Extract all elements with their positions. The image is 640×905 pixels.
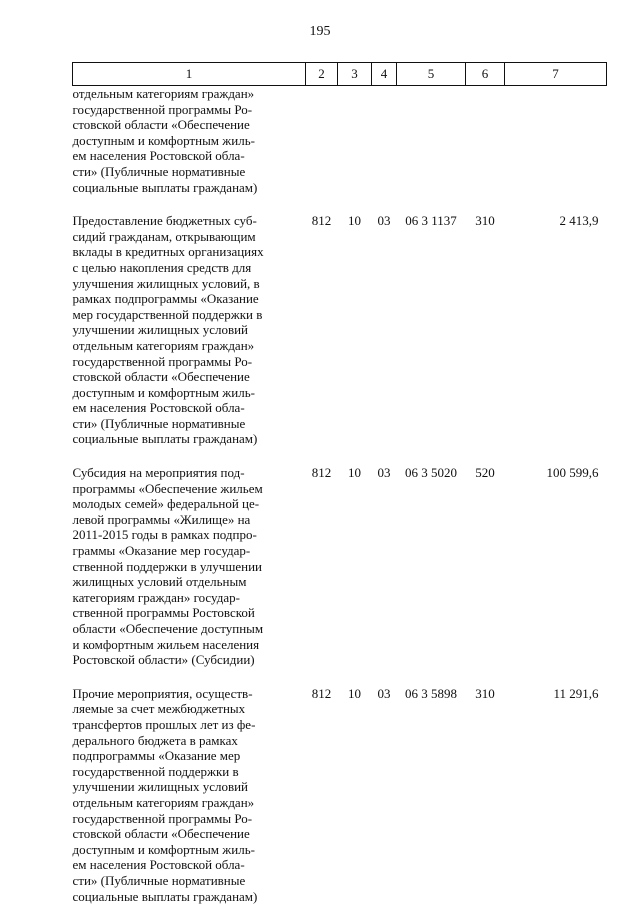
- column-header-7: 7: [505, 63, 607, 86]
- column-header-4: 4: [372, 63, 397, 86]
- description-line: левой программы «Жилище» на: [72, 511, 251, 527]
- description-line: доступным и комфортным жиль-: [72, 841, 255, 857]
- section-code: 10: [348, 213, 361, 229]
- description-line: ственной программы Ростовской: [72, 605, 255, 621]
- description-line: государственной программы Ро-: [72, 810, 253, 826]
- description-line: Прочие мероприятия, осуществ-: [72, 685, 253, 701]
- description-line: рамках подпрограммы «Оказание: [72, 291, 259, 307]
- amount: 100 599,6: [546, 465, 599, 481]
- description-line: доступным и комфортным жиль-: [72, 384, 255, 400]
- target-article-code: 06 3 5898: [405, 685, 457, 701]
- description-line: стовской области «Обеспечение: [72, 117, 250, 133]
- amount: [505, 86, 607, 196]
- admin-code: 812: [311, 685, 332, 701]
- description-line: Ростовской области» (Субсидии): [72, 652, 255, 668]
- expense-type-code: 310: [475, 685, 495, 701]
- description-line: Субсидия на мероприятия под-: [72, 465, 245, 481]
- subsection-code: 03: [377, 685, 391, 701]
- description-line: сти» (Публичные нормативные: [72, 163, 246, 179]
- description-line: и комфортным жильем населения: [72, 636, 260, 652]
- description-line: государственной поддержки в: [72, 763, 239, 779]
- description-line: ем населения Ростовской обла-: [72, 148, 245, 164]
- page-number: 195: [309, 24, 331, 39]
- description-line: отдельным категориям граждан»: [72, 86, 255, 101]
- description-line: дерального бюджета в рамках: [72, 732, 238, 748]
- description-line: отдельным категориям граждан»: [72, 794, 255, 810]
- description-line: ем населения Ростовской обла-: [72, 400, 245, 416]
- row-description: [73, 686, 306, 904]
- table-row: [73, 86, 607, 196]
- description-line: социальные выплаты гражданам): [72, 888, 258, 904]
- description-line: Предоставление бюджетных суб-: [72, 213, 257, 229]
- description-line: улучшения жилищных условий, в: [72, 275, 260, 291]
- section-code: 10: [348, 465, 361, 481]
- column-header-2: 2: [306, 63, 338, 86]
- admin-code: [306, 86, 338, 196]
- description-line: отдельным категориям граждан»: [72, 337, 255, 353]
- amount: 11 291,6: [553, 685, 599, 701]
- description-line: подпрограммы «Оказание мер: [72, 748, 241, 764]
- subsection-code: 03: [377, 465, 391, 481]
- row-description: [73, 465, 306, 668]
- target-article-code: [397, 86, 466, 196]
- description-line: категориям граждан» государ-: [72, 589, 240, 605]
- column-header-1: 1: [73, 63, 306, 86]
- description-line: государственной программы Ро-: [72, 101, 253, 117]
- description-line: ственной поддержки в улучшении: [72, 558, 262, 574]
- description-line: доступным и комфортным жиль-: [72, 132, 255, 148]
- description-line: граммы «Оказание мер государ-: [72, 543, 251, 559]
- description-line: молодых семей» федеральной це-: [72, 496, 260, 512]
- description-line: 2011-2015 годы в рамках подпро-: [72, 527, 257, 543]
- description-line: улучшении жилищных условий: [72, 779, 248, 795]
- section-code: [338, 86, 372, 196]
- expense-type-code: [466, 86, 505, 196]
- description-line: ем населения Ростовской обла-: [72, 857, 245, 873]
- description-line: с целью накопления средств для: [72, 259, 252, 275]
- table-row: [73, 213, 607, 447]
- description-line: сти» (Публичные нормативные: [72, 415, 246, 431]
- description-line: улучшении жилищных условий: [72, 322, 248, 338]
- description-line: социальные выплаты гражданам): [72, 179, 258, 195]
- target-article-code: 06 3 5020: [405, 465, 457, 481]
- subsection-code: 03: [377, 213, 391, 229]
- description-line: жилищных условий отдельным: [72, 574, 247, 590]
- column-header-6: 6: [466, 63, 505, 86]
- description-line: мер государственной поддержки в: [72, 306, 263, 322]
- description-line: области «Обеспечение доступным: [72, 621, 264, 636]
- description-line: стовской области «Обеспечение: [72, 826, 250, 842]
- description-line: социальные выплаты гражданам): [72, 431, 258, 447]
- amount: 2 413,9: [559, 213, 599, 229]
- subsection-code: [372, 86, 397, 196]
- column-header-3: 3: [338, 63, 372, 86]
- description-line: стовской области «Обеспечение: [72, 369, 250, 385]
- target-article-code: 06 3 1137: [405, 213, 457, 229]
- column-header-5: 5: [397, 63, 466, 86]
- row-description: [73, 86, 306, 196]
- description-line: сти» (Публичные нормативные: [72, 872, 246, 888]
- table-row: [73, 465, 607, 668]
- description-line: ляемые за счет межбюджетных: [72, 701, 246, 717]
- row-description: [73, 213, 306, 447]
- expense-type-code: 310: [475, 213, 495, 229]
- table-header-row: [73, 63, 607, 86]
- description-line: программы «Обеспечение жильем: [72, 480, 263, 496]
- admin-code: 812: [311, 213, 332, 229]
- expense-type-code: 520: [475, 465, 495, 481]
- description-line: вклады в кредитных организациях: [72, 244, 264, 260]
- description-line: государственной программы Ро-: [72, 353, 253, 369]
- description-line: сидий гражданам, открывающим: [72, 228, 256, 244]
- section-code: 10: [348, 685, 361, 701]
- admin-code: 812: [311, 465, 332, 481]
- table-row: [73, 686, 607, 904]
- description-line: трансфертов прошлых лет из фе-: [72, 716, 256, 732]
- budget-table: [72, 62, 607, 904]
